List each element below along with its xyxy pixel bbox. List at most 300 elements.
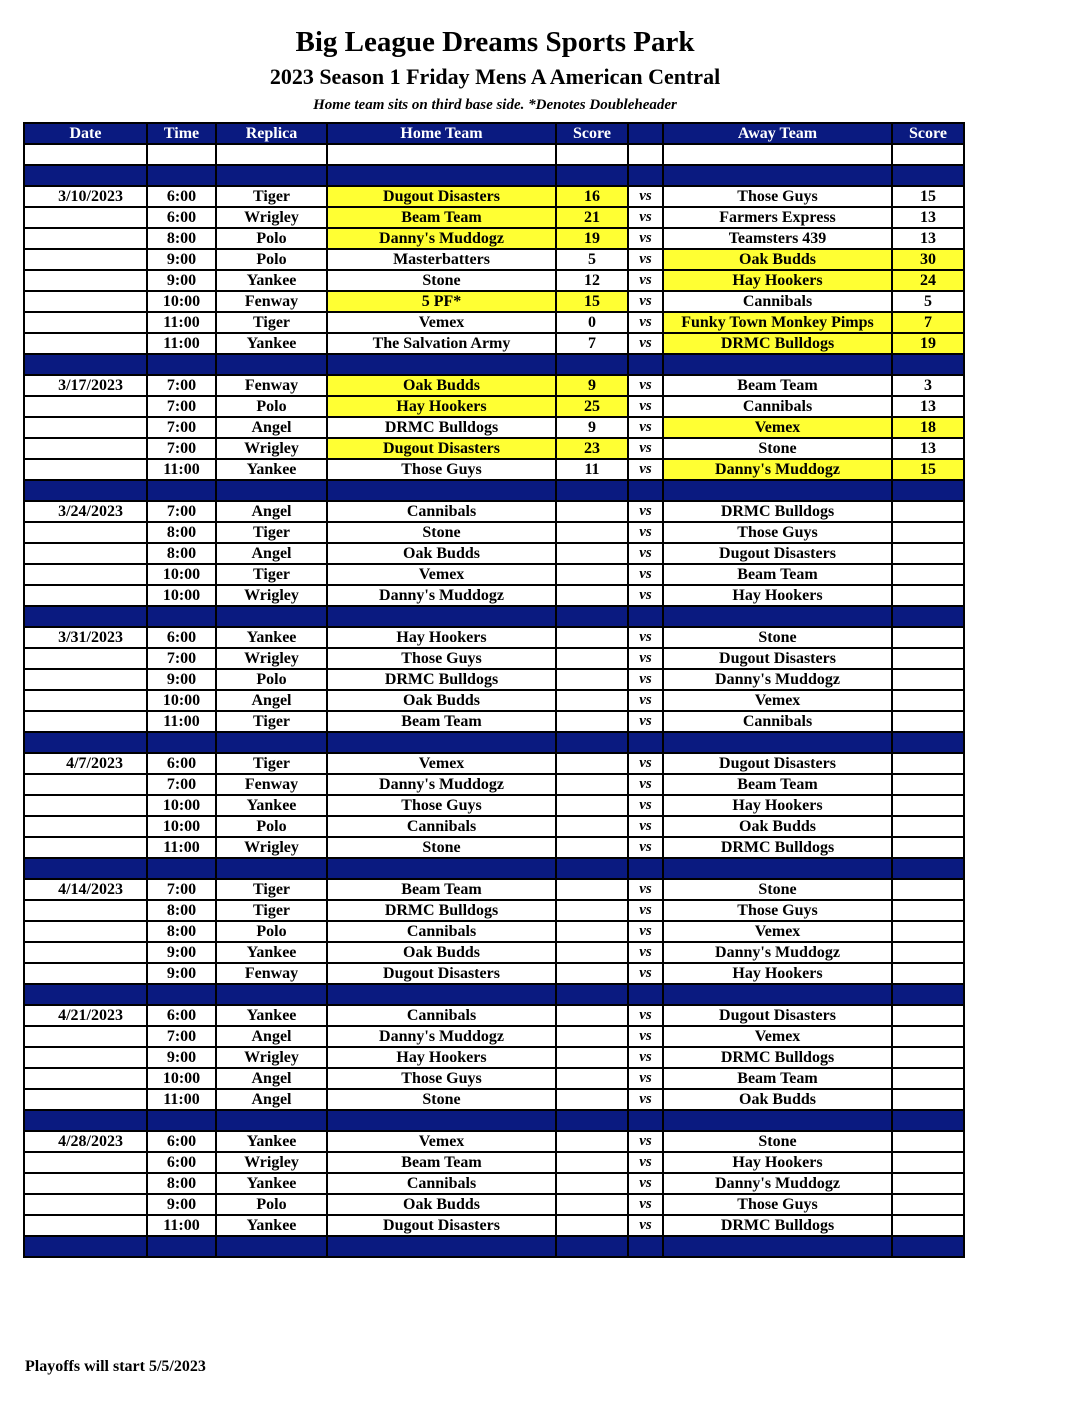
home-score-cell	[556, 774, 628, 795]
home-score-cell	[556, 1047, 628, 1068]
date-cell	[24, 270, 147, 291]
vs-cell: vs	[628, 1215, 663, 1236]
date-cell	[24, 1068, 147, 1089]
empty-cell	[24, 858, 147, 879]
date-cell: 3/10/2023	[24, 186, 147, 207]
home-team-cell: Dugout Disasters	[327, 438, 556, 459]
empty-cell	[892, 165, 964, 186]
empty-cell	[663, 165, 892, 186]
empty-cell	[216, 1110, 327, 1131]
table-row	[24, 501, 964, 522]
time-cell: 8:00	[147, 522, 216, 543]
home-score-cell	[556, 1068, 628, 1089]
week-separator-row	[24, 165, 964, 186]
home-score-cell: 9	[556, 375, 628, 396]
away-score-cell	[892, 1005, 964, 1026]
time-cell: 9:00	[147, 249, 216, 270]
time-cell: 6:00	[147, 1005, 216, 1026]
away-team-cell: Hay Hookers	[663, 795, 892, 816]
away-score-cell	[892, 1173, 964, 1194]
home-score-cell	[556, 1194, 628, 1215]
time-cell: 7:00	[147, 396, 216, 417]
date-cell	[24, 795, 147, 816]
table-row	[24, 837, 964, 858]
table-row	[24, 333, 964, 354]
time-cell: 10:00	[147, 816, 216, 837]
empty-cell	[216, 354, 327, 375]
home-score-cell	[556, 921, 628, 942]
table-row	[24, 711, 964, 732]
empty-cell	[147, 732, 216, 753]
replica-cell: Polo	[216, 228, 327, 249]
empty-cell	[892, 732, 964, 753]
empty-cell	[327, 984, 556, 1005]
vs-cell: vs	[628, 417, 663, 438]
time-cell: 7:00	[147, 774, 216, 795]
replica-cell: Angel	[216, 1089, 327, 1110]
empty-cell	[663, 1236, 892, 1257]
date-cell: 4/14/2023	[24, 879, 147, 900]
time-cell: 6:00	[147, 1131, 216, 1152]
empty-cell	[556, 1110, 628, 1131]
week-separator-row	[24, 984, 964, 1005]
time-cell: 6:00	[147, 1152, 216, 1173]
date-cell	[24, 396, 147, 417]
table-row	[24, 291, 964, 312]
away-score-cell	[892, 669, 964, 690]
home-team-cell: Those Guys	[327, 648, 556, 669]
time-cell: 10:00	[147, 690, 216, 711]
vs-cell: vs	[628, 501, 663, 522]
footer-note: Playoffs will start 5/5/2023	[25, 1358, 206, 1375]
table-row	[24, 1026, 964, 1047]
vs-cell: vs	[628, 249, 663, 270]
table-row	[24, 1152, 964, 1173]
away-team-cell: Hay Hookers	[663, 270, 892, 291]
home-score-cell	[556, 879, 628, 900]
time-cell: 9:00	[147, 942, 216, 963]
home-team-cell: Stone	[327, 1089, 556, 1110]
empty-cell	[892, 354, 964, 375]
time-cell: 6:00	[147, 186, 216, 207]
home-team-cell: The Salvation Army	[327, 333, 556, 354]
replica-cell: Fenway	[216, 375, 327, 396]
table-row	[24, 795, 964, 816]
vs-cell: vs	[628, 186, 663, 207]
replica-cell: Yankee	[216, 1173, 327, 1194]
time-cell: 8:00	[147, 228, 216, 249]
home-score-cell	[556, 690, 628, 711]
empty-cell	[892, 144, 964, 165]
table-row	[24, 921, 964, 942]
date-cell	[24, 837, 147, 858]
vs-cell: vs	[628, 648, 663, 669]
time-cell: 11:00	[147, 333, 216, 354]
away-score-cell: 5	[892, 291, 964, 312]
away-score-cell	[892, 522, 964, 543]
away-team-cell: Funky Town Monkey Pimps	[663, 312, 892, 333]
vs-cell: vs	[628, 1173, 663, 1194]
replica-cell: Tiger	[216, 753, 327, 774]
home-team-cell: Oak Budds	[327, 375, 556, 396]
time-cell: 10:00	[147, 795, 216, 816]
replica-cell: Yankee	[216, 795, 327, 816]
away-team-cell: Beam Team	[663, 375, 892, 396]
empty-cell	[663, 732, 892, 753]
table-row	[24, 1215, 964, 1236]
away-team-cell: Oak Budds	[663, 249, 892, 270]
empty-cell	[327, 1236, 556, 1257]
vs-cell: vs	[628, 753, 663, 774]
empty-cell	[147, 1110, 216, 1131]
home-team-cell: Vemex	[327, 1131, 556, 1152]
empty-cell	[628, 144, 663, 165]
replica-cell: Wrigley	[216, 207, 327, 228]
time-cell: 11:00	[147, 711, 216, 732]
away-score-cell: 18	[892, 417, 964, 438]
home-score-cell	[556, 963, 628, 984]
home-team-cell: Those Guys	[327, 459, 556, 480]
home-team-cell: Hay Hookers	[327, 1047, 556, 1068]
home-score-cell	[556, 648, 628, 669]
table-row	[24, 228, 964, 249]
replica-cell: Tiger	[216, 522, 327, 543]
table-row	[24, 312, 964, 333]
home-score-cell	[556, 1026, 628, 1047]
empty-cell	[216, 732, 327, 753]
date-cell	[24, 1152, 147, 1173]
table-row	[24, 690, 964, 711]
away-score-cell	[892, 1215, 964, 1236]
empty-cell	[147, 144, 216, 165]
replica-cell: Tiger	[216, 186, 327, 207]
table-row	[24, 627, 964, 648]
date-cell	[24, 1026, 147, 1047]
empty-cell	[628, 480, 663, 501]
replica-cell: Angel	[216, 501, 327, 522]
date-cell	[24, 459, 147, 480]
date-cell	[24, 543, 147, 564]
vs-cell: vs	[628, 942, 663, 963]
table-row	[24, 438, 964, 459]
away-team-cell: Those Guys	[663, 186, 892, 207]
time-cell: 8:00	[147, 900, 216, 921]
home-score-cell: 15	[556, 291, 628, 312]
away-score-cell: 24	[892, 270, 964, 291]
replica-cell: Tiger	[216, 312, 327, 333]
empty-cell	[892, 1110, 964, 1131]
replica-cell: Wrigley	[216, 1152, 327, 1173]
home-score-cell: 23	[556, 438, 628, 459]
empty-cell	[556, 480, 628, 501]
home-score-cell: 7	[556, 333, 628, 354]
away-team-cell: Dugout Disasters	[663, 648, 892, 669]
empty-cell	[663, 144, 892, 165]
away-team-cell: Hay Hookers	[663, 585, 892, 606]
replica-cell: Yankee	[216, 270, 327, 291]
empty-cell	[24, 606, 147, 627]
away-team-cell: DRMC Bulldogs	[663, 333, 892, 354]
time-cell: 9:00	[147, 1194, 216, 1215]
home-team-cell: Cannibals	[327, 501, 556, 522]
empty-cell	[24, 354, 147, 375]
empty-cell	[24, 144, 147, 165]
time-cell: 8:00	[147, 921, 216, 942]
home-team-cell: Stone	[327, 270, 556, 291]
home-team-cell: Those Guys	[327, 1068, 556, 1089]
date-cell: 3/31/2023	[24, 627, 147, 648]
vs-cell: vs	[628, 585, 663, 606]
away-score-cell: 19	[892, 333, 964, 354]
replica-cell: Angel	[216, 690, 327, 711]
empty-cell	[556, 732, 628, 753]
home-score-cell: 5	[556, 249, 628, 270]
date-cell: 4/7/2023	[24, 753, 147, 774]
replica-cell: Yankee	[216, 942, 327, 963]
home-score-cell	[556, 543, 628, 564]
empty-cell	[892, 606, 964, 627]
empty-cell	[24, 732, 147, 753]
page-title: Big League Dreams Sports Park	[295, 26, 695, 58]
home-score-cell	[556, 795, 628, 816]
home-score-cell	[556, 837, 628, 858]
replica-cell: Yankee	[216, 1131, 327, 1152]
empty-cell	[216, 984, 327, 1005]
vs-cell: vs	[628, 564, 663, 585]
home-team-cell: Oak Budds	[327, 690, 556, 711]
home-score-cell: 21	[556, 207, 628, 228]
away-team-cell: Stone	[663, 627, 892, 648]
away-team-cell: Teamsters 439	[663, 228, 892, 249]
away-team-cell: Danny's Muddogz	[663, 1173, 892, 1194]
time-cell: 11:00	[147, 1215, 216, 1236]
time-cell: 8:00	[147, 543, 216, 564]
vs-cell: vs	[628, 291, 663, 312]
empty-cell	[147, 480, 216, 501]
empty-cell	[216, 606, 327, 627]
home-score-cell	[556, 1131, 628, 1152]
home-score-cell: 12	[556, 270, 628, 291]
away-team-cell: Beam Team	[663, 564, 892, 585]
empty-cell	[663, 984, 892, 1005]
date-cell	[24, 312, 147, 333]
vs-cell: vs	[628, 228, 663, 249]
schedule-table	[23, 122, 965, 1258]
date-cell	[24, 522, 147, 543]
time-cell: 6:00	[147, 627, 216, 648]
home-score-cell: 19	[556, 228, 628, 249]
table-row	[24, 522, 964, 543]
away-team-cell: Danny's Muddogz	[663, 459, 892, 480]
away-score-cell	[892, 900, 964, 921]
time-cell: 7:00	[147, 879, 216, 900]
home-score-cell	[556, 1089, 628, 1110]
away-team-cell: Danny's Muddogz	[663, 942, 892, 963]
time-cell: 6:00	[147, 753, 216, 774]
time-cell: 7:00	[147, 375, 216, 396]
table-row	[24, 900, 964, 921]
table-row	[24, 1005, 964, 1026]
date-cell	[24, 417, 147, 438]
away-team-cell: Oak Budds	[663, 1089, 892, 1110]
replica-cell: Yankee	[216, 333, 327, 354]
replica-cell: Fenway	[216, 291, 327, 312]
empty-cell	[216, 480, 327, 501]
vs-cell: vs	[628, 438, 663, 459]
empty-cell	[24, 165, 147, 186]
vs-cell: vs	[628, 837, 663, 858]
date-cell	[24, 900, 147, 921]
date-cell	[24, 1047, 147, 1068]
week-separator-row	[24, 606, 964, 627]
home-team-cell: Dugout Disasters	[327, 1215, 556, 1236]
away-score-cell	[892, 921, 964, 942]
away-score-cell	[892, 543, 964, 564]
time-cell: 9:00	[147, 963, 216, 984]
away-team-cell: Those Guys	[663, 522, 892, 543]
empty-cell	[628, 1110, 663, 1131]
date-cell	[24, 291, 147, 312]
home-score-cell	[556, 942, 628, 963]
date-cell	[24, 1173, 147, 1194]
away-score-cell: 30	[892, 249, 964, 270]
home-team-cell: Cannibals	[327, 1173, 556, 1194]
home-score-cell: 16	[556, 186, 628, 207]
away-team-cell: Vemex	[663, 1026, 892, 1047]
date-cell	[24, 333, 147, 354]
empty-cell	[556, 1236, 628, 1257]
away-score-cell	[892, 753, 964, 774]
replica-cell: Wrigley	[216, 585, 327, 606]
home-team-cell: Stone	[327, 837, 556, 858]
home-score-cell	[556, 711, 628, 732]
home-score-cell	[556, 900, 628, 921]
away-team-cell: Farmers Express	[663, 207, 892, 228]
away-team-cell: Oak Budds	[663, 816, 892, 837]
home-score-cell	[556, 753, 628, 774]
time-cell: 7:00	[147, 1026, 216, 1047]
vs-cell: vs	[628, 1005, 663, 1026]
table-row	[24, 669, 964, 690]
date-cell: 3/17/2023	[24, 375, 147, 396]
time-cell: 7:00	[147, 417, 216, 438]
week-separator-row	[24, 1236, 964, 1257]
empty-cell	[556, 606, 628, 627]
away-score-cell	[892, 690, 964, 711]
col-home-score: Score	[556, 123, 628, 144]
vs-cell: vs	[628, 774, 663, 795]
away-score-cell	[892, 963, 964, 984]
home-score-cell: 25	[556, 396, 628, 417]
vs-cell: vs	[628, 963, 663, 984]
replica-cell: Fenway	[216, 774, 327, 795]
date-cell	[24, 921, 147, 942]
empty-cell	[327, 858, 556, 879]
table-row	[24, 585, 964, 606]
away-score-cell	[892, 879, 964, 900]
replica-cell: Angel	[216, 417, 327, 438]
vs-cell: vs	[628, 459, 663, 480]
home-score-cell	[556, 522, 628, 543]
replica-cell: Polo	[216, 921, 327, 942]
home-team-cell: Oak Budds	[327, 1194, 556, 1215]
home-team-cell: DRMC Bulldogs	[327, 417, 556, 438]
replica-cell: Wrigley	[216, 1047, 327, 1068]
home-team-cell: Cannibals	[327, 1005, 556, 1026]
empty-cell	[628, 606, 663, 627]
empty-cell	[556, 144, 628, 165]
empty-cell	[147, 354, 216, 375]
home-team-cell: Vemex	[327, 312, 556, 333]
table-row	[24, 816, 964, 837]
empty-cell	[663, 354, 892, 375]
replica-cell: Polo	[216, 669, 327, 690]
week-separator-row	[24, 858, 964, 879]
home-team-cell: Cannibals	[327, 816, 556, 837]
away-score-cell	[892, 1131, 964, 1152]
away-score-cell: 13	[892, 207, 964, 228]
home-team-cell: DRMC Bulldogs	[327, 900, 556, 921]
table-row	[24, 963, 964, 984]
away-score-cell: 15	[892, 459, 964, 480]
date-cell: 4/21/2023	[24, 1005, 147, 1026]
replica-cell: Wrigley	[216, 648, 327, 669]
vs-cell: vs	[628, 669, 663, 690]
table-row	[24, 564, 964, 585]
vs-cell: vs	[628, 711, 663, 732]
table-row	[24, 375, 964, 396]
replica-cell: Yankee	[216, 627, 327, 648]
home-team-cell: Dugout Disasters	[327, 963, 556, 984]
vs-cell: vs	[628, 1194, 663, 1215]
home-score-cell	[556, 669, 628, 690]
away-team-cell: Cannibals	[663, 291, 892, 312]
vs-cell: vs	[628, 1152, 663, 1173]
away-score-cell	[892, 585, 964, 606]
vs-cell: vs	[628, 1089, 663, 1110]
date-cell	[24, 669, 147, 690]
vs-cell: vs	[628, 312, 663, 333]
header-note: Home team sits on third base side. *Denotes Doubleheader	[313, 97, 677, 113]
table-row	[24, 207, 964, 228]
replica-cell: Yankee	[216, 1215, 327, 1236]
away-score-cell	[892, 774, 964, 795]
away-score-cell: 15	[892, 186, 964, 207]
away-score-cell: 3	[892, 375, 964, 396]
home-team-cell: DRMC Bulldogs	[327, 669, 556, 690]
away-team-cell: DRMC Bulldogs	[663, 1047, 892, 1068]
away-team-cell: Stone	[663, 438, 892, 459]
away-team-cell: Hay Hookers	[663, 1152, 892, 1173]
home-team-cell: Stone	[327, 522, 556, 543]
replica-cell: Yankee	[216, 459, 327, 480]
week-separator-row	[24, 480, 964, 501]
vs-cell: vs	[628, 543, 663, 564]
away-score-cell	[892, 1026, 964, 1047]
away-team-cell: Stone	[663, 879, 892, 900]
empty-cell	[892, 1236, 964, 1257]
home-team-cell: Dugout Disasters	[327, 186, 556, 207]
home-team-cell: Vemex	[327, 564, 556, 585]
time-cell: 11:00	[147, 459, 216, 480]
away-team-cell: Stone	[663, 1131, 892, 1152]
away-score-cell: 13	[892, 396, 964, 417]
vs-cell: vs	[628, 816, 663, 837]
replica-cell: Polo	[216, 249, 327, 270]
table-row	[24, 879, 964, 900]
away-team-cell: Beam Team	[663, 1068, 892, 1089]
home-score-cell: 0	[556, 312, 628, 333]
